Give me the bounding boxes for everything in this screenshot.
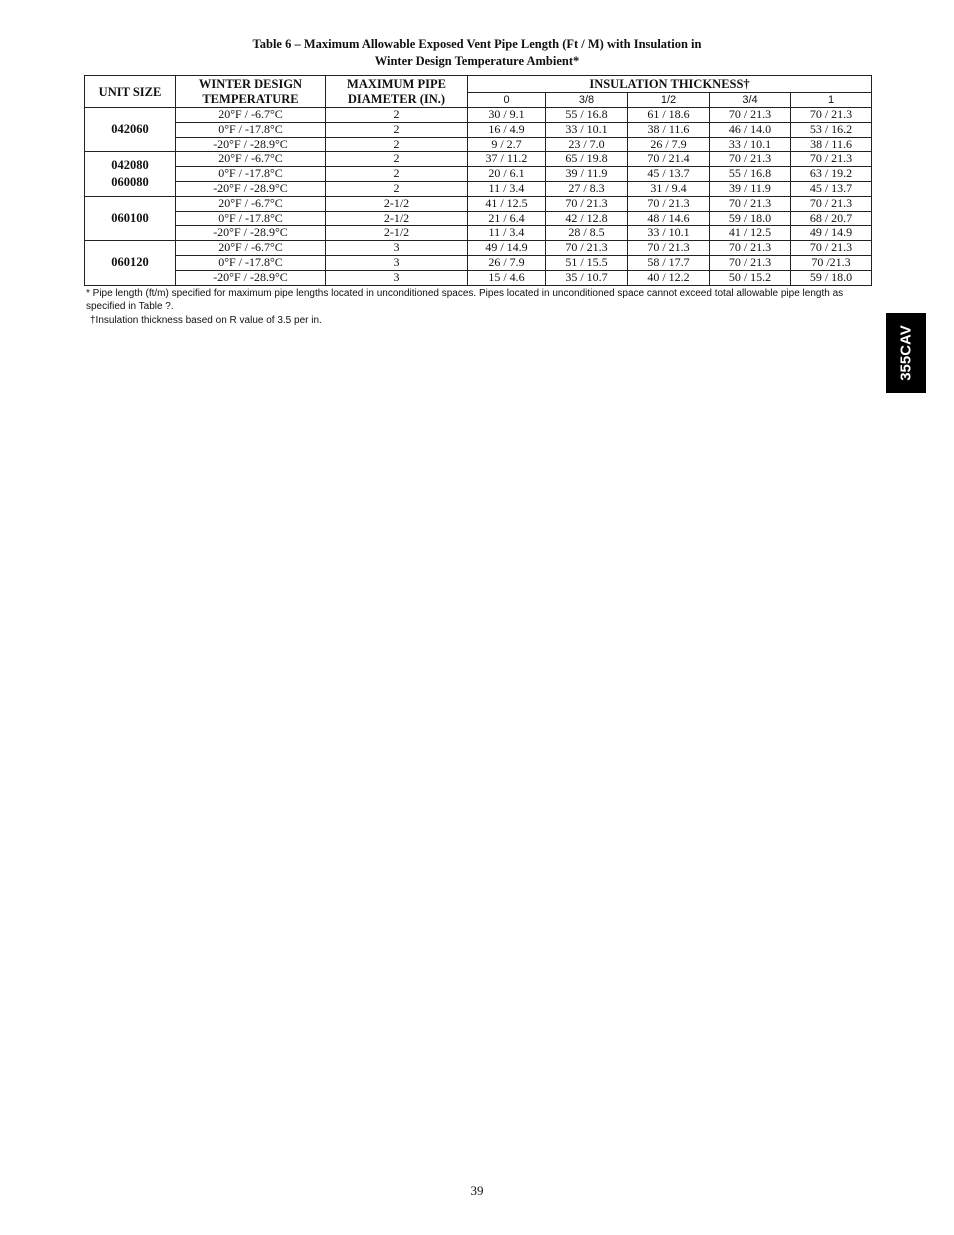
winter-design-temperature-header <box>176 76 326 108</box>
length-cell: 65 / 19.8 <box>546 152 628 167</box>
table-row <box>85 122 872 137</box>
pipe-diameter-cell: 2 <box>326 152 468 167</box>
length-cell: 46 / 14.0 <box>710 122 791 137</box>
length-cell: 70 /21.3 <box>791 255 872 270</box>
length-cell: 53 / 16.2 <box>791 122 872 137</box>
table-row <box>85 226 872 241</box>
length-cell: 55 / 16.8 <box>546 108 628 123</box>
length-cell: 37 / 11.2 <box>468 152 546 167</box>
winter-temp-cell: 0°F / -17.8°C <box>176 255 326 270</box>
table-title-line-1: Table 6 – Maximum Allowable Exposed Vent Pipe Length (Ft / M) with Insulation in <box>252 37 702 51</box>
length-cell: 28 / 8.5 <box>546 226 628 241</box>
length-cell: 70 / 21.3 <box>628 196 710 211</box>
length-cell: 58 / 17.7 <box>628 255 710 270</box>
thickness-header-0: 0 <box>468 93 546 108</box>
unit-size-line-1: 042060 <box>111 122 149 137</box>
length-cell: 31 / 9.4 <box>628 181 710 196</box>
length-cell: 70 / 21.3 <box>710 255 791 270</box>
length-cell: 11 / 3.4 <box>468 181 546 196</box>
pipe-header-line-2: DIAMETER (IN.) <box>347 91 446 106</box>
model-side-tab-label: 355CAV <box>897 325 915 381</box>
table-row <box>85 167 872 182</box>
pipe-diameter-cell: 2-1/2 <box>326 211 468 226</box>
winter-temp-cell: 20°F / -6.7°C <box>176 108 326 123</box>
winter-temp-cell: 0°F / -17.8°C <box>176 167 326 182</box>
length-cell: 41 / 12.5 <box>710 226 791 241</box>
length-cell: 49 / 14.9 <box>468 241 546 256</box>
length-cell: 16 / 4.9 <box>468 122 546 137</box>
length-cell: 42 / 12.8 <box>546 211 628 226</box>
winter-temp-cell: -20°F / -28.9°C <box>176 137 326 152</box>
unit-size-cell <box>85 152 176 196</box>
length-cell: 55 / 16.8 <box>710 167 791 182</box>
pipe-diameter-cell: 3 <box>326 255 468 270</box>
length-cell: 70 / 21.3 <box>710 108 791 123</box>
table-title-line-2: Winter Design Temperature Ambient* <box>374 54 580 68</box>
length-cell: 33 / 10.1 <box>546 122 628 137</box>
length-cell: 70 / 21.3 <box>546 196 628 211</box>
unit-size-header-label: UNIT SIZE <box>98 84 162 99</box>
thickness-header-3-4: 3/4 <box>710 93 791 108</box>
table-footnotes <box>86 288 866 328</box>
footnote-asterisk: * Pipe length (ft/m) specified for maximum pipe lengths located in unconditioned spaces. Pipes located in unconditioned space cannot exceed total allowable pipe length as specified in Table ?. <box>86 288 844 312</box>
length-cell: 70 / 21.3 <box>628 241 710 256</box>
length-cell: 50 / 15.2 <box>710 270 791 285</box>
pipe-diameter-cell: 2 <box>326 137 468 152</box>
vent-pipe-length-table <box>84 75 872 286</box>
length-cell: 27 / 8.3 <box>546 181 628 196</box>
length-cell: 70 / 21.3 <box>710 241 791 256</box>
table-row <box>85 152 872 167</box>
table-row <box>85 181 872 196</box>
pipe-diameter-cell: 3 <box>326 270 468 285</box>
unit-size-cell <box>85 241 176 285</box>
winter-header-line-1: WINTER DESIGN <box>198 76 303 91</box>
length-cell: 39 / 11.9 <box>710 181 791 196</box>
length-cell: 21 / 6.4 <box>468 211 546 226</box>
model-side-tab <box>886 313 926 393</box>
length-cell: 59 / 18.0 <box>710 211 791 226</box>
length-cell: 63 / 19.2 <box>791 167 872 182</box>
pipe-diameter-cell: 2-1/2 <box>326 226 468 241</box>
pipe-diameter-cell: 2 <box>326 108 468 123</box>
length-cell: 39 / 11.9 <box>546 167 628 182</box>
pipe-header-line-1: MAXIMUM PIPE <box>347 76 446 91</box>
length-cell: 33 / 10.1 <box>628 226 710 241</box>
length-cell: 45 / 13.7 <box>791 181 872 196</box>
length-cell: 40 / 12.2 <box>628 270 710 285</box>
winter-header-line-2: TEMPERATURE <box>202 91 299 106</box>
thickness-header-1: 1 <box>791 93 872 108</box>
header-row <box>85 76 872 93</box>
winter-temp-cell: -20°F / -28.9°C <box>176 181 326 196</box>
unit-size-cell <box>85 196 176 240</box>
table-row <box>85 270 872 285</box>
table-row <box>85 241 872 256</box>
length-cell: 38 / 11.6 <box>628 122 710 137</box>
winter-temp-cell: 20°F / -6.7°C <box>176 241 326 256</box>
pipe-diameter-cell: 2 <box>326 167 468 182</box>
length-cell: 23 / 7.0 <box>546 137 628 152</box>
table-row <box>85 196 872 211</box>
length-cell: 68 / 20.7 <box>791 211 872 226</box>
table-title <box>0 36 954 70</box>
length-cell: 70 / 21.3 <box>791 108 872 123</box>
unit-size-header <box>85 76 176 108</box>
length-cell: 30 / 9.1 <box>468 108 546 123</box>
unit-size-cell <box>85 108 176 152</box>
pipe-diameter-cell: 2 <box>326 181 468 196</box>
insulation-thickness-header: INSULATION THICKNESS† <box>468 76 872 93</box>
table-row <box>85 255 872 270</box>
unit-size-line-2: 060080 <box>111 175 149 190</box>
length-cell: 48 / 14.6 <box>628 211 710 226</box>
thickness-header-3-8: 3/8 <box>546 93 628 108</box>
length-cell: 70 / 21.3 <box>791 152 872 167</box>
unit-size-line-1: 042080 <box>111 158 149 173</box>
length-cell: 38 / 11.6 <box>791 137 872 152</box>
length-cell: 51 / 15.5 <box>546 255 628 270</box>
length-cell: 61 / 18.6 <box>628 108 710 123</box>
table-row <box>85 108 872 123</box>
length-cell: 9 / 2.7 <box>468 137 546 152</box>
length-cell: 20 / 6.1 <box>468 167 546 182</box>
length-cell: 15 / 4.6 <box>468 270 546 285</box>
unit-size-line-1: 060120 <box>111 255 149 270</box>
length-cell: 26 / 7.9 <box>628 137 710 152</box>
pipe-diameter-cell: 2-1/2 <box>326 196 468 211</box>
winter-temp-cell: -20°F / -28.9°C <box>176 270 326 285</box>
length-cell: 70 / 21.3 <box>710 152 791 167</box>
page-number: 39 <box>470 1183 484 1198</box>
length-cell: 49 / 14.9 <box>791 226 872 241</box>
length-cell: 59 / 18.0 <box>791 270 872 285</box>
length-cell: 11 / 3.4 <box>468 226 546 241</box>
winter-temp-cell: 20°F / -6.7°C <box>176 196 326 211</box>
maximum-pipe-diameter-header <box>326 76 468 108</box>
winter-temp-cell: 0°F / -17.8°C <box>176 211 326 226</box>
pipe-diameter-cell: 2 <box>326 122 468 137</box>
winter-temp-cell: 0°F / -17.8°C <box>176 122 326 137</box>
length-cell: 33 / 10.1 <box>710 137 791 152</box>
length-cell: 35 / 10.7 <box>546 270 628 285</box>
winter-temp-cell: 20°F / -6.7°C <box>176 152 326 167</box>
length-cell: 26 / 7.9 <box>468 255 546 270</box>
length-cell: 70 / 21.3 <box>791 196 872 211</box>
winter-temp-cell: -20°F / -28.9°C <box>176 226 326 241</box>
thickness-header-1-2: 1/2 <box>628 93 710 108</box>
footnote-dagger: †Insulation thickness based on R value of 3.5 per in. <box>90 315 322 326</box>
length-cell: 70 / 21.3 <box>791 241 872 256</box>
table-row <box>85 211 872 226</box>
unit-size-line-1: 060100 <box>111 210 149 225</box>
length-cell: 70 / 21.3 <box>546 241 628 256</box>
pipe-diameter-cell: 3 <box>326 241 468 256</box>
length-cell: 41 / 12.5 <box>468 196 546 211</box>
table-row <box>85 137 872 152</box>
length-cell: 70 / 21.4 <box>628 152 710 167</box>
length-cell: 70 / 21.3 <box>710 196 791 211</box>
length-cell: 45 / 13.7 <box>628 167 710 182</box>
